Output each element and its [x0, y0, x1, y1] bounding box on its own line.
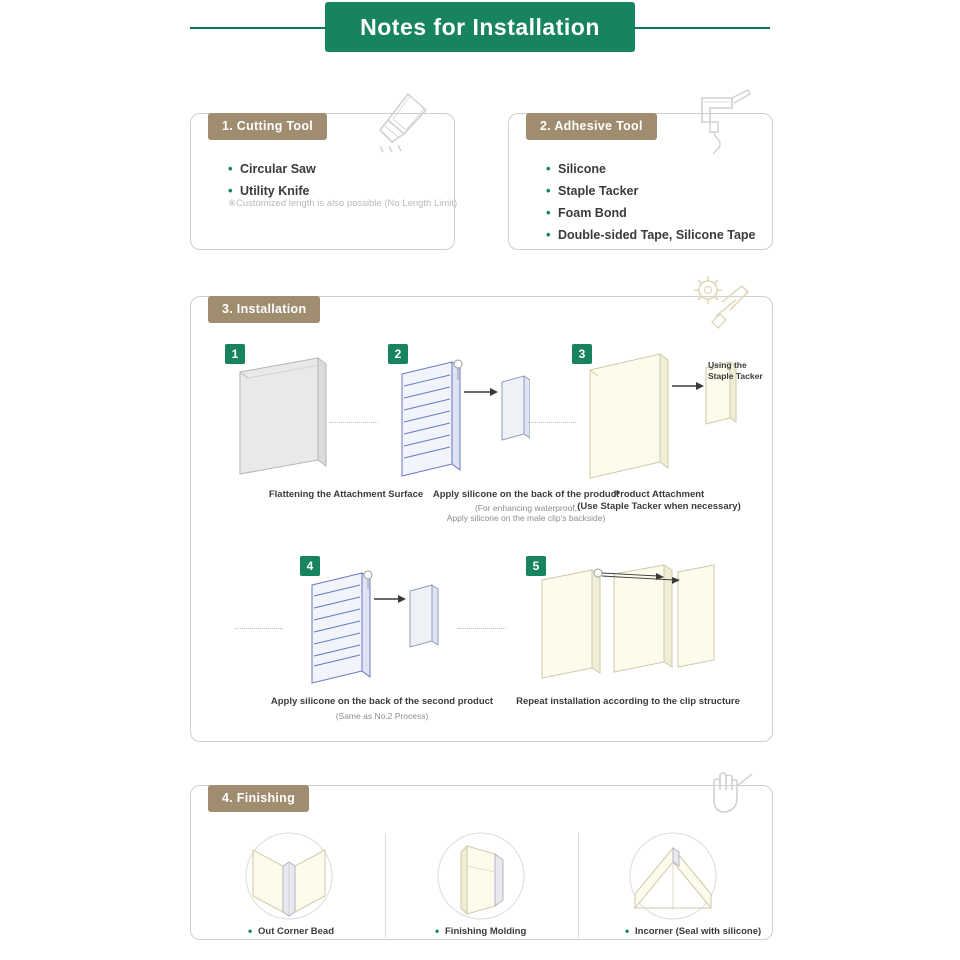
page-title-text: Notes for Installation: [360, 13, 600, 40]
step-2-subcaption-2: Apply silicone on the male clip’s backside): [446, 513, 606, 523]
step-5-caption: Repeat installation according to the clip structure: [516, 696, 740, 707]
list-item: • Double-sided Tape, Silicone Tape: [546, 228, 756, 242]
step-4-caption: Apply silicone on the back of the second product: [270, 696, 494, 707]
step-number-4: 4: [300, 556, 320, 576]
step-4-illustration: [300, 563, 440, 688]
page-title: [325, 2, 635, 52]
panel-title-adhesive-tool: [526, 113, 657, 140]
step-1-caption: Flattening the Attachment Surface: [268, 489, 424, 500]
panel-title-installation-text: 3. Installation: [222, 302, 307, 316]
list-item: • Circular Saw: [228, 162, 316, 176]
step-2-caption: Apply silicone on the back of the product: [432, 489, 620, 500]
step-number-1: 1: [225, 344, 245, 364]
step-number-3: 3: [572, 344, 592, 364]
out-corner-bead-icon: [245, 832, 333, 920]
step-3-caption: Product Attachment: [613, 489, 705, 500]
panel-title-cutting-tool: [208, 113, 327, 140]
adhesive-gun-icon: [690, 86, 770, 156]
panel-title-adhesive-tool-text: 2. Adhesive Tool: [540, 119, 643, 133]
page-header: [0, 0, 960, 56]
incorner-icon: [629, 832, 717, 920]
step-connector-2-3: [528, 422, 576, 424]
step-5-illustration: [528, 560, 728, 685]
cutting-knife-icon: [370, 86, 450, 156]
finishing-divider-1: [385, 833, 386, 938]
step-connector-left-4: [235, 628, 283, 630]
adhesive-tool-list: [546, 162, 756, 250]
panel-title-finishing-text: 4. Finishing: [222, 791, 296, 805]
finishing-label-out-corner-bead: • Out Corner Bead: [248, 926, 334, 937]
step-3-caption-secondary: (Use Staple Tacker when necessary): [577, 501, 741, 512]
step-2-illustration: [390, 352, 530, 482]
list-item: • Staple Tacker: [546, 184, 756, 198]
step-connector-4-5: [458, 628, 506, 630]
list-item: • Silicone: [546, 162, 756, 176]
hand-pointer-icon: [700, 760, 760, 820]
step-2-subcaption-1: (For enhancing waterproof,: [474, 503, 578, 513]
step-number-2: 2: [388, 344, 408, 364]
step-4-subcaption: (Same as No.2 Process): [335, 711, 429, 721]
list-item: • Foam Bond: [546, 206, 756, 220]
gear-tool-icon: [686, 272, 756, 332]
panel-title-finishing: [208, 785, 309, 812]
cutting-tool-note: ※Customized length is also possible (No Length Limit): [228, 198, 458, 209]
step-1-illustration: [228, 352, 348, 482]
finishing-molding-icon: [437, 832, 525, 920]
panel-title-installation: [208, 296, 320, 323]
finishing-divider-2: [578, 833, 579, 938]
panel-title-cutting-tool-text: 1. Cutting Tool: [222, 119, 314, 133]
step-3-annotation-line-1: Using the: [708, 360, 747, 370]
step-3-annotation-line-2: Staple Tacker: [708, 371, 763, 381]
finishing-label-incorner: • Incorner (Seal with silicone): [625, 926, 761, 937]
list-item: • Utility Knife: [228, 184, 316, 198]
finishing-label-finishing-molding: • Finishing Molding: [435, 926, 526, 937]
step-number-5: 5: [526, 556, 546, 576]
step-connector-1-2: [330, 422, 378, 424]
